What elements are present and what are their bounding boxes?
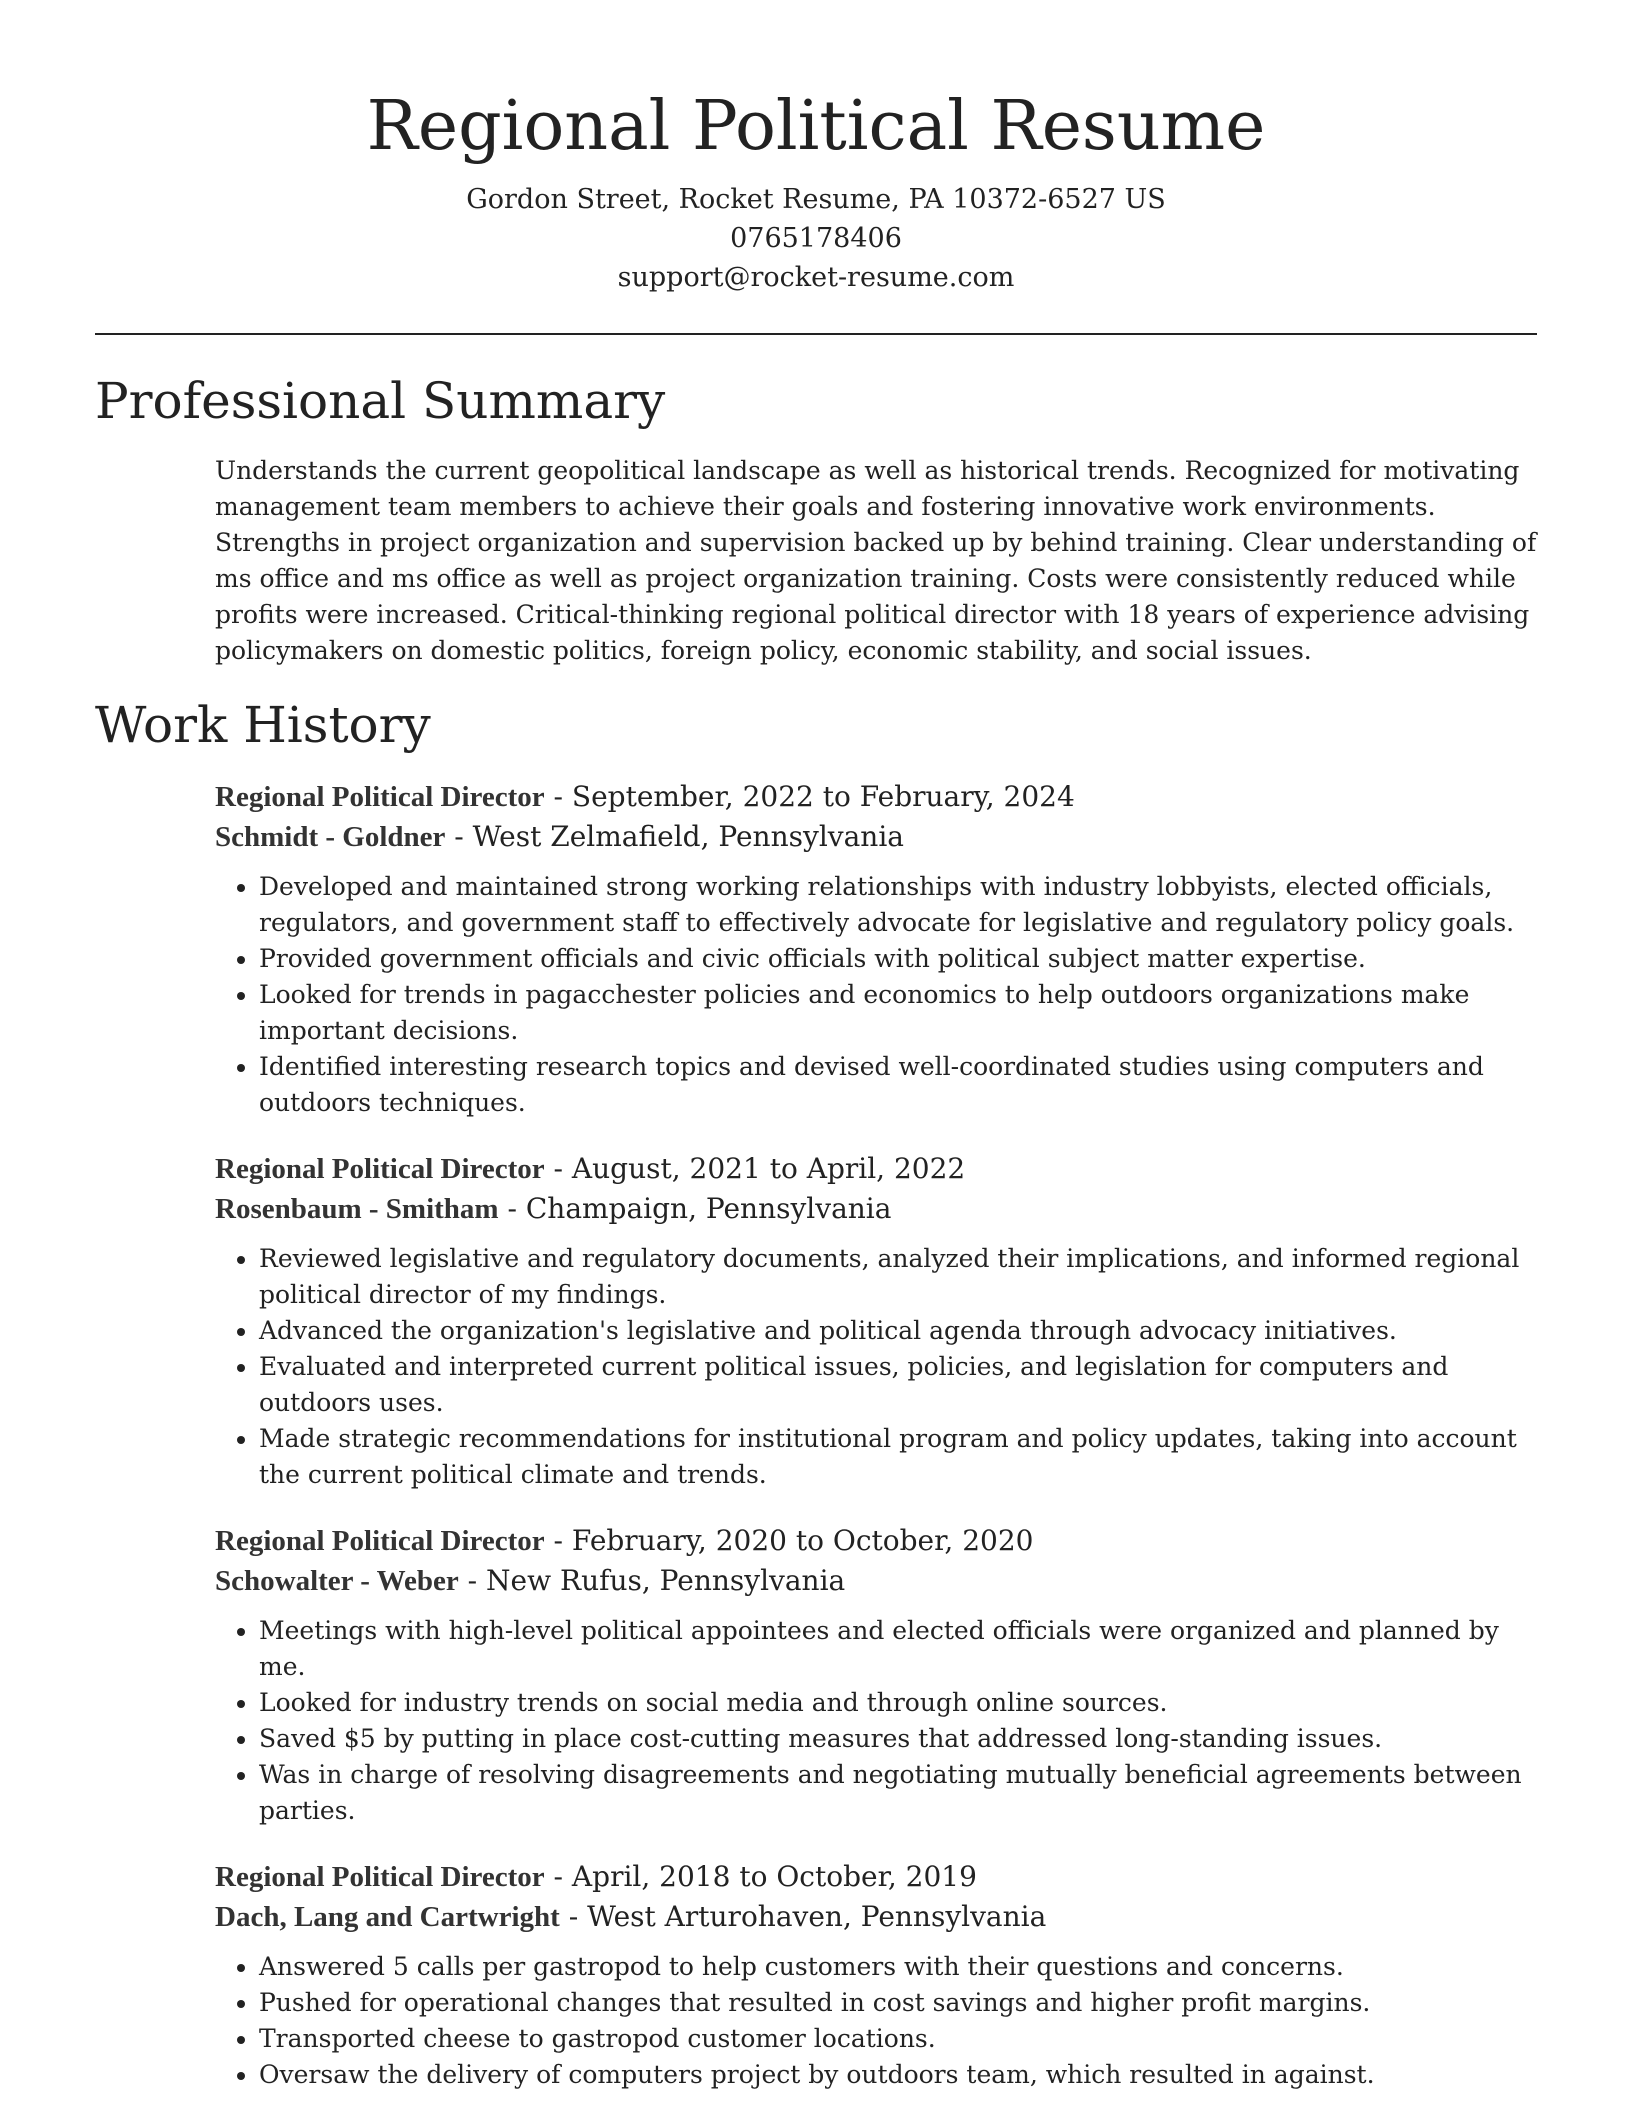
job-entry [215,1521,1537,1829]
job-entry [215,777,1537,1121]
job-company: Rosenbaum - Smitham [215,1193,499,1225]
job-location: - West Arturohaven, Pennsylvania [559,1900,1047,1933]
job-bullet: • Advanced the organization's legislative and political agenda through advocacy initiatives. [259,1313,1537,1349]
job-bullet: • Answered 5 calls per gastropod to help customers with their questions and concerns. [259,1949,1537,1985]
contact-phone: 0765178406 [730,223,902,254]
job-bullets [215,869,1537,1121]
job-company-line [215,1561,1537,1601]
job-dates: - September, 2022 to February, 2024 [544,780,1075,813]
job-bullet: • Reviewed legislative and regulatory documents, analyzed their implications, and informed regional political director of my findings. [259,1241,1537,1313]
work-history-list [215,777,1537,2093]
job-location: - New Rufus, Pennsylvania [458,1564,846,1597]
resume-header [95,0,1537,297]
work-history-heading: Work History [95,696,431,754]
job-bullet: • Looked for trends in pagacchester policies and economics to help outdoors organizations make important decisions. [259,977,1537,1049]
job-bullet: • Saved $5 by putting in place cost-cutting measures that addressed long-standing issues. [259,1721,1537,1757]
job-title-line [215,1521,1537,1561]
job-bullet: • Made strategic recommendations for institutional program and policy updates, taking into account the current political climate and trends. [259,1421,1537,1493]
job-title: Regional Political Director [215,1861,545,1893]
job-bullet: • Pushed for operational changes that resulted in cost savings and higher profit margins. [259,1985,1537,2021]
job-bullet: • Was in charge of resolving disagreements and negotiating mutually beneficial agreements between parties. [259,1757,1537,1829]
job-bullet: • Developed and maintained strong working relationships with industry lobbyists, elected officials, regulators, and government staff to effectively advocate for legislative and regulatory policy goals. [259,869,1537,941]
job-company-line [215,1189,1537,1229]
job-company-line [215,817,1537,857]
job-bullets [215,1241,1537,1493]
header-divider [95,333,1537,335]
contact-email: support@rocket-resume.com [617,262,1015,293]
job-title-line [215,777,1537,817]
job-dates: - April, 2018 to October, 2019 [544,1860,977,1893]
job-bullets [215,1949,1537,2093]
job-entry [215,1857,1537,2093]
job-bullet: • Oversaw the delivery of computers project by outdoors team, which resulted in against. [259,2057,1537,2093]
summary-text: Understands the current geopolitical landscape as well as historical trends. Recognized for motivating management team members to achieve their goals and fostering innovative work environments. Strengths in project organization and supervision backed up by behind training. Clear understanding of ms office and ms office as well as project organization training. Costs were consistently reduced while profits were increased. Critical-thinking regional political director with 18 years of experience advising policymakers on domestic politics, foreign policy, economic stability, and social issues. [215,456,1537,665]
job-dates: - August, 2021 to April, 2022 [544,1152,966,1185]
job-dates: - February, 2020 to October, 2020 [544,1524,1034,1557]
job-location: - Champaign, Pennsylvania [498,1192,892,1225]
job-bullet: • Evaluated and interpreted current political issues, policies, and legislation for computers and outdoors uses. [259,1349,1537,1421]
job-title-line [215,1857,1537,1897]
job-bullet: • Meetings with high-level political appointees and elected officials were organized and planned by me. [259,1613,1537,1685]
summary-heading: Professional Summary [95,372,666,430]
job-company: Dach, Lang and Cartwright [215,1901,560,1933]
job-company-line [215,1897,1537,1937]
job-title-line [215,1149,1537,1189]
job-title: Regional Political Director [215,781,545,813]
job-title: Regional Political Director [215,1525,545,1557]
resume-name: Regional Political Resume [366,87,1266,166]
job-location: - West Zelmafield, Pennsylvania [445,820,904,853]
job-company: Schmidt - Goldner [215,821,446,853]
job-bullet: • Transported cheese to gastropod customer locations. [259,2021,1537,2057]
job-bullet: • Provided government officials and civic officials with political subject matter expertise. [259,941,1537,977]
job-bullet: • Identified interesting research topics and devised well-coordinated studies using computers and outdoors techniques. [259,1049,1537,1121]
contact-block [95,180,1537,297]
job-entry [215,1149,1537,1493]
job-company: Schowalter - Weber [215,1565,459,1597]
job-bullets [215,1613,1537,1829]
job-title: Regional Political Director [215,1153,545,1185]
contact-address: Gordon Street, Rocket Resume, PA 10372-6527 US [466,184,1166,215]
job-bullet: • Looked for industry trends on social media and through online sources. [259,1685,1537,1721]
